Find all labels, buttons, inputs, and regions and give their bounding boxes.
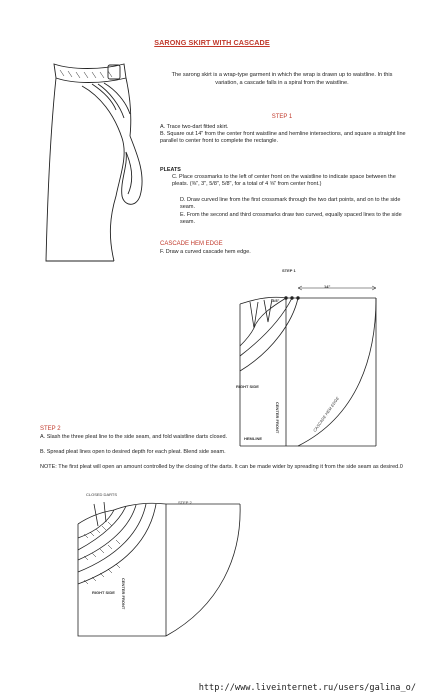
diagram1-caption: STEP 1 xyxy=(282,268,296,273)
center-front-label: CENTER FRONT xyxy=(275,402,280,434)
step1-heading: STEP 1 xyxy=(271,114,293,120)
right-side-label: RIGHT SIDE xyxy=(236,384,259,389)
page-title: SARONG SKIRT WITH CASCADE xyxy=(154,38,270,47)
cascade-hem-label: CASCADE HEM EDGE xyxy=(312,395,341,433)
step2-right-side-label: RIGHT SIDE xyxy=(92,590,115,595)
step2-heading: STEP 2 xyxy=(40,426,61,432)
step1-b: B. Square out 14" from the center front waistline and hemline intersections, and square a straight line parallel to center front to complete the rectangle. xyxy=(160,131,406,145)
step2-b: B. Spread pleat lines open to desired depth for each pleat. Blend side seam. xyxy=(40,449,226,455)
step2-note: NOTE: The first pleat will open an amount controlled by the closing of the darts. It can be made wider by spreading it from the side seam as desired.0 xyxy=(40,464,403,470)
hemline-label: HEMLINE xyxy=(244,436,262,441)
pleats-heading: PLEATS xyxy=(160,167,181,173)
diagram2-caption: STEP 2 xyxy=(178,500,192,505)
intro-paragraph: The sarong skirt is a wrap-type garment in which the wrap is drawn up to waistline. In this variation, a cascade falls in a spiral from the waistline. xyxy=(171,72,393,86)
step2-a: A. Slash the three pleat line to the side seam, and fold waistline darts closed. xyxy=(40,434,228,440)
sarong-skirt-illustration xyxy=(42,56,162,271)
cascade-heading: CASCADE HEM EDGE xyxy=(160,241,223,247)
closed-darts-label: CLOSED DARTS xyxy=(86,492,118,497)
cascade-f: F. Draw a curved cascade hem edge. xyxy=(160,249,251,255)
pleats-c: C. Place crossmarks to the left of center front on the waistline to indicate space between the pleats. (⅜", 3", 5/8", 5/8", for a total of 4 ⅝" from center front.) xyxy=(172,174,396,188)
step2-center-front-label: CENTER FRONT xyxy=(121,578,126,610)
pleats-d: D. Draw curved line from the first crossmark through the two dart points, and on to the side seam. xyxy=(180,197,401,211)
pleats-e: E. From the second and third crossmarks draw two curved, equally spaced lines to the side seam. xyxy=(180,212,402,226)
dimension-3-8: 3/8" xyxy=(272,298,280,303)
footer-url[interactable]: http://www.liveinternet.ru/users/galina_o/ xyxy=(198,683,416,693)
step2-pattern-diagram xyxy=(70,496,270,646)
step1-a: A. Trace two-dart fitted skirt. xyxy=(160,124,229,130)
dimension-14: 14" xyxy=(324,284,331,289)
